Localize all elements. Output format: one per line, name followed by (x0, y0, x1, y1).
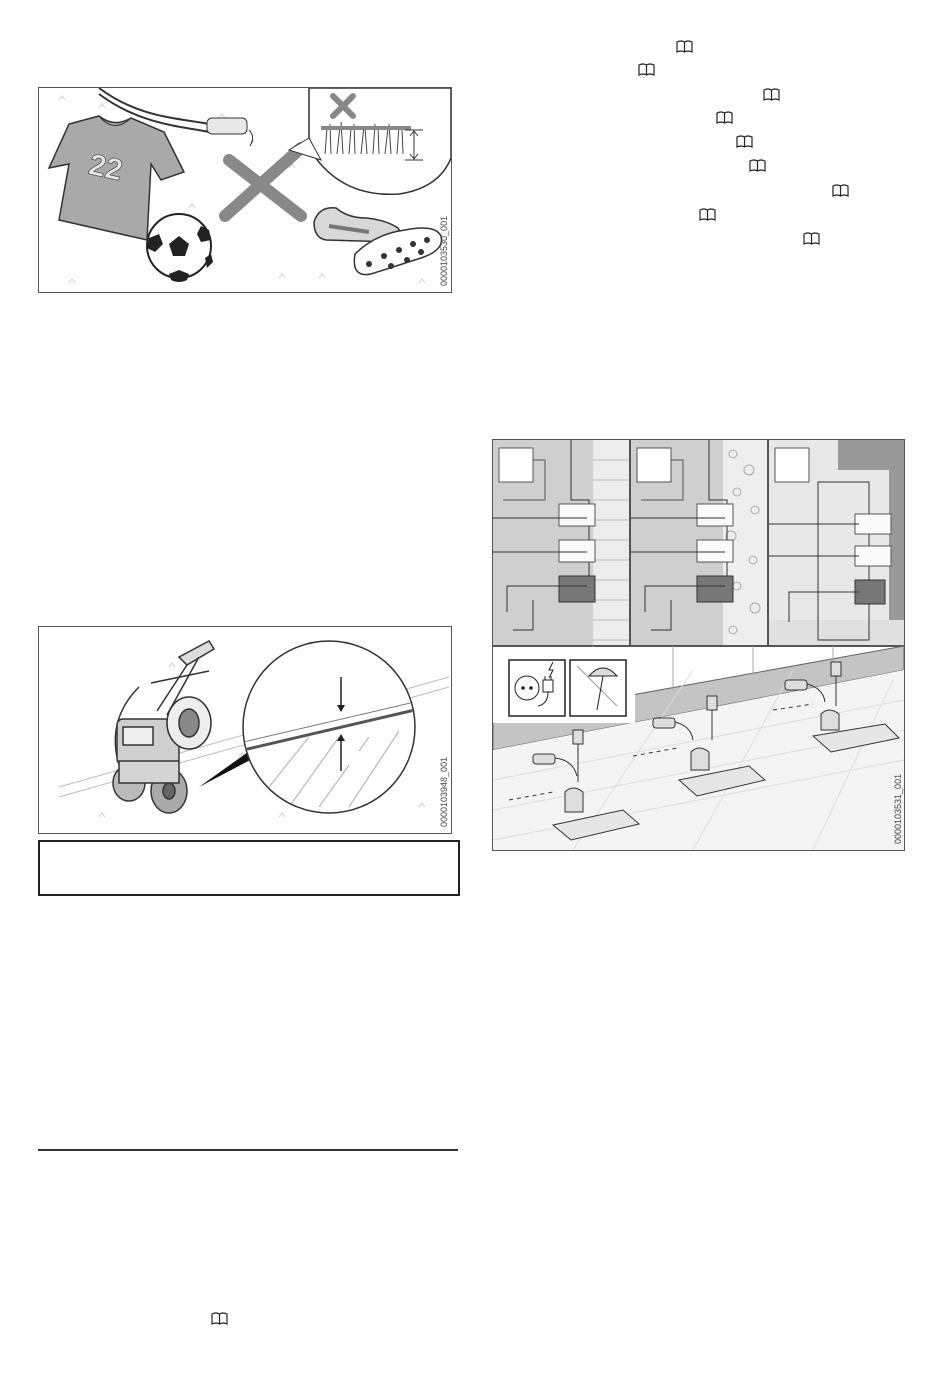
hose-nozzle (207, 118, 247, 134)
panel-label-box (775, 448, 809, 482)
panel-label-box (637, 448, 671, 482)
figure-code: 0000103948_001 (439, 756, 449, 827)
book-reference-icon[interactable] (763, 88, 780, 101)
figure-wire-laying (38, 626, 452, 834)
book-reference-icon[interactable] (676, 40, 693, 53)
book-reference-icon[interactable] (803, 232, 820, 245)
book-reference-icon[interactable] (736, 135, 753, 148)
panel-label-box (499, 448, 533, 482)
book-reference-icon[interactable] (749, 159, 766, 172)
docking-stations-scene (493, 646, 904, 850)
weather-protection-icon (570, 660, 626, 716)
football-boots-icon (314, 208, 442, 275)
prohibited-x-icon (225, 148, 301, 216)
figure-code: 0000103531_001 (893, 773, 903, 844)
grass-height-magnifier (289, 88, 451, 194)
garden-usage-illustration (39, 88, 451, 292)
figure-docking-station-placement (492, 439, 905, 851)
book-reference-icon[interactable] (211, 1312, 228, 1325)
wire-depth-magnifier (239, 641, 419, 813)
soccer-ball-icon (147, 214, 213, 282)
book-reference-icon[interactable] (716, 111, 733, 124)
book-reference-icon[interactable] (832, 184, 849, 197)
trencher-machine-icon (113, 641, 214, 813)
wire-laying-illustration (39, 627, 451, 833)
figure-code: 0000103530_001 (439, 215, 449, 286)
book-reference-icon[interactable] (699, 208, 716, 221)
jersey-number: 22 (85, 148, 126, 188)
section-rule (38, 1149, 458, 1151)
book-reference-icon[interactable] (638, 63, 655, 76)
note-box (38, 840, 460, 896)
docking-station-illustration (493, 440, 904, 850)
figure-garden-usage (38, 87, 452, 293)
